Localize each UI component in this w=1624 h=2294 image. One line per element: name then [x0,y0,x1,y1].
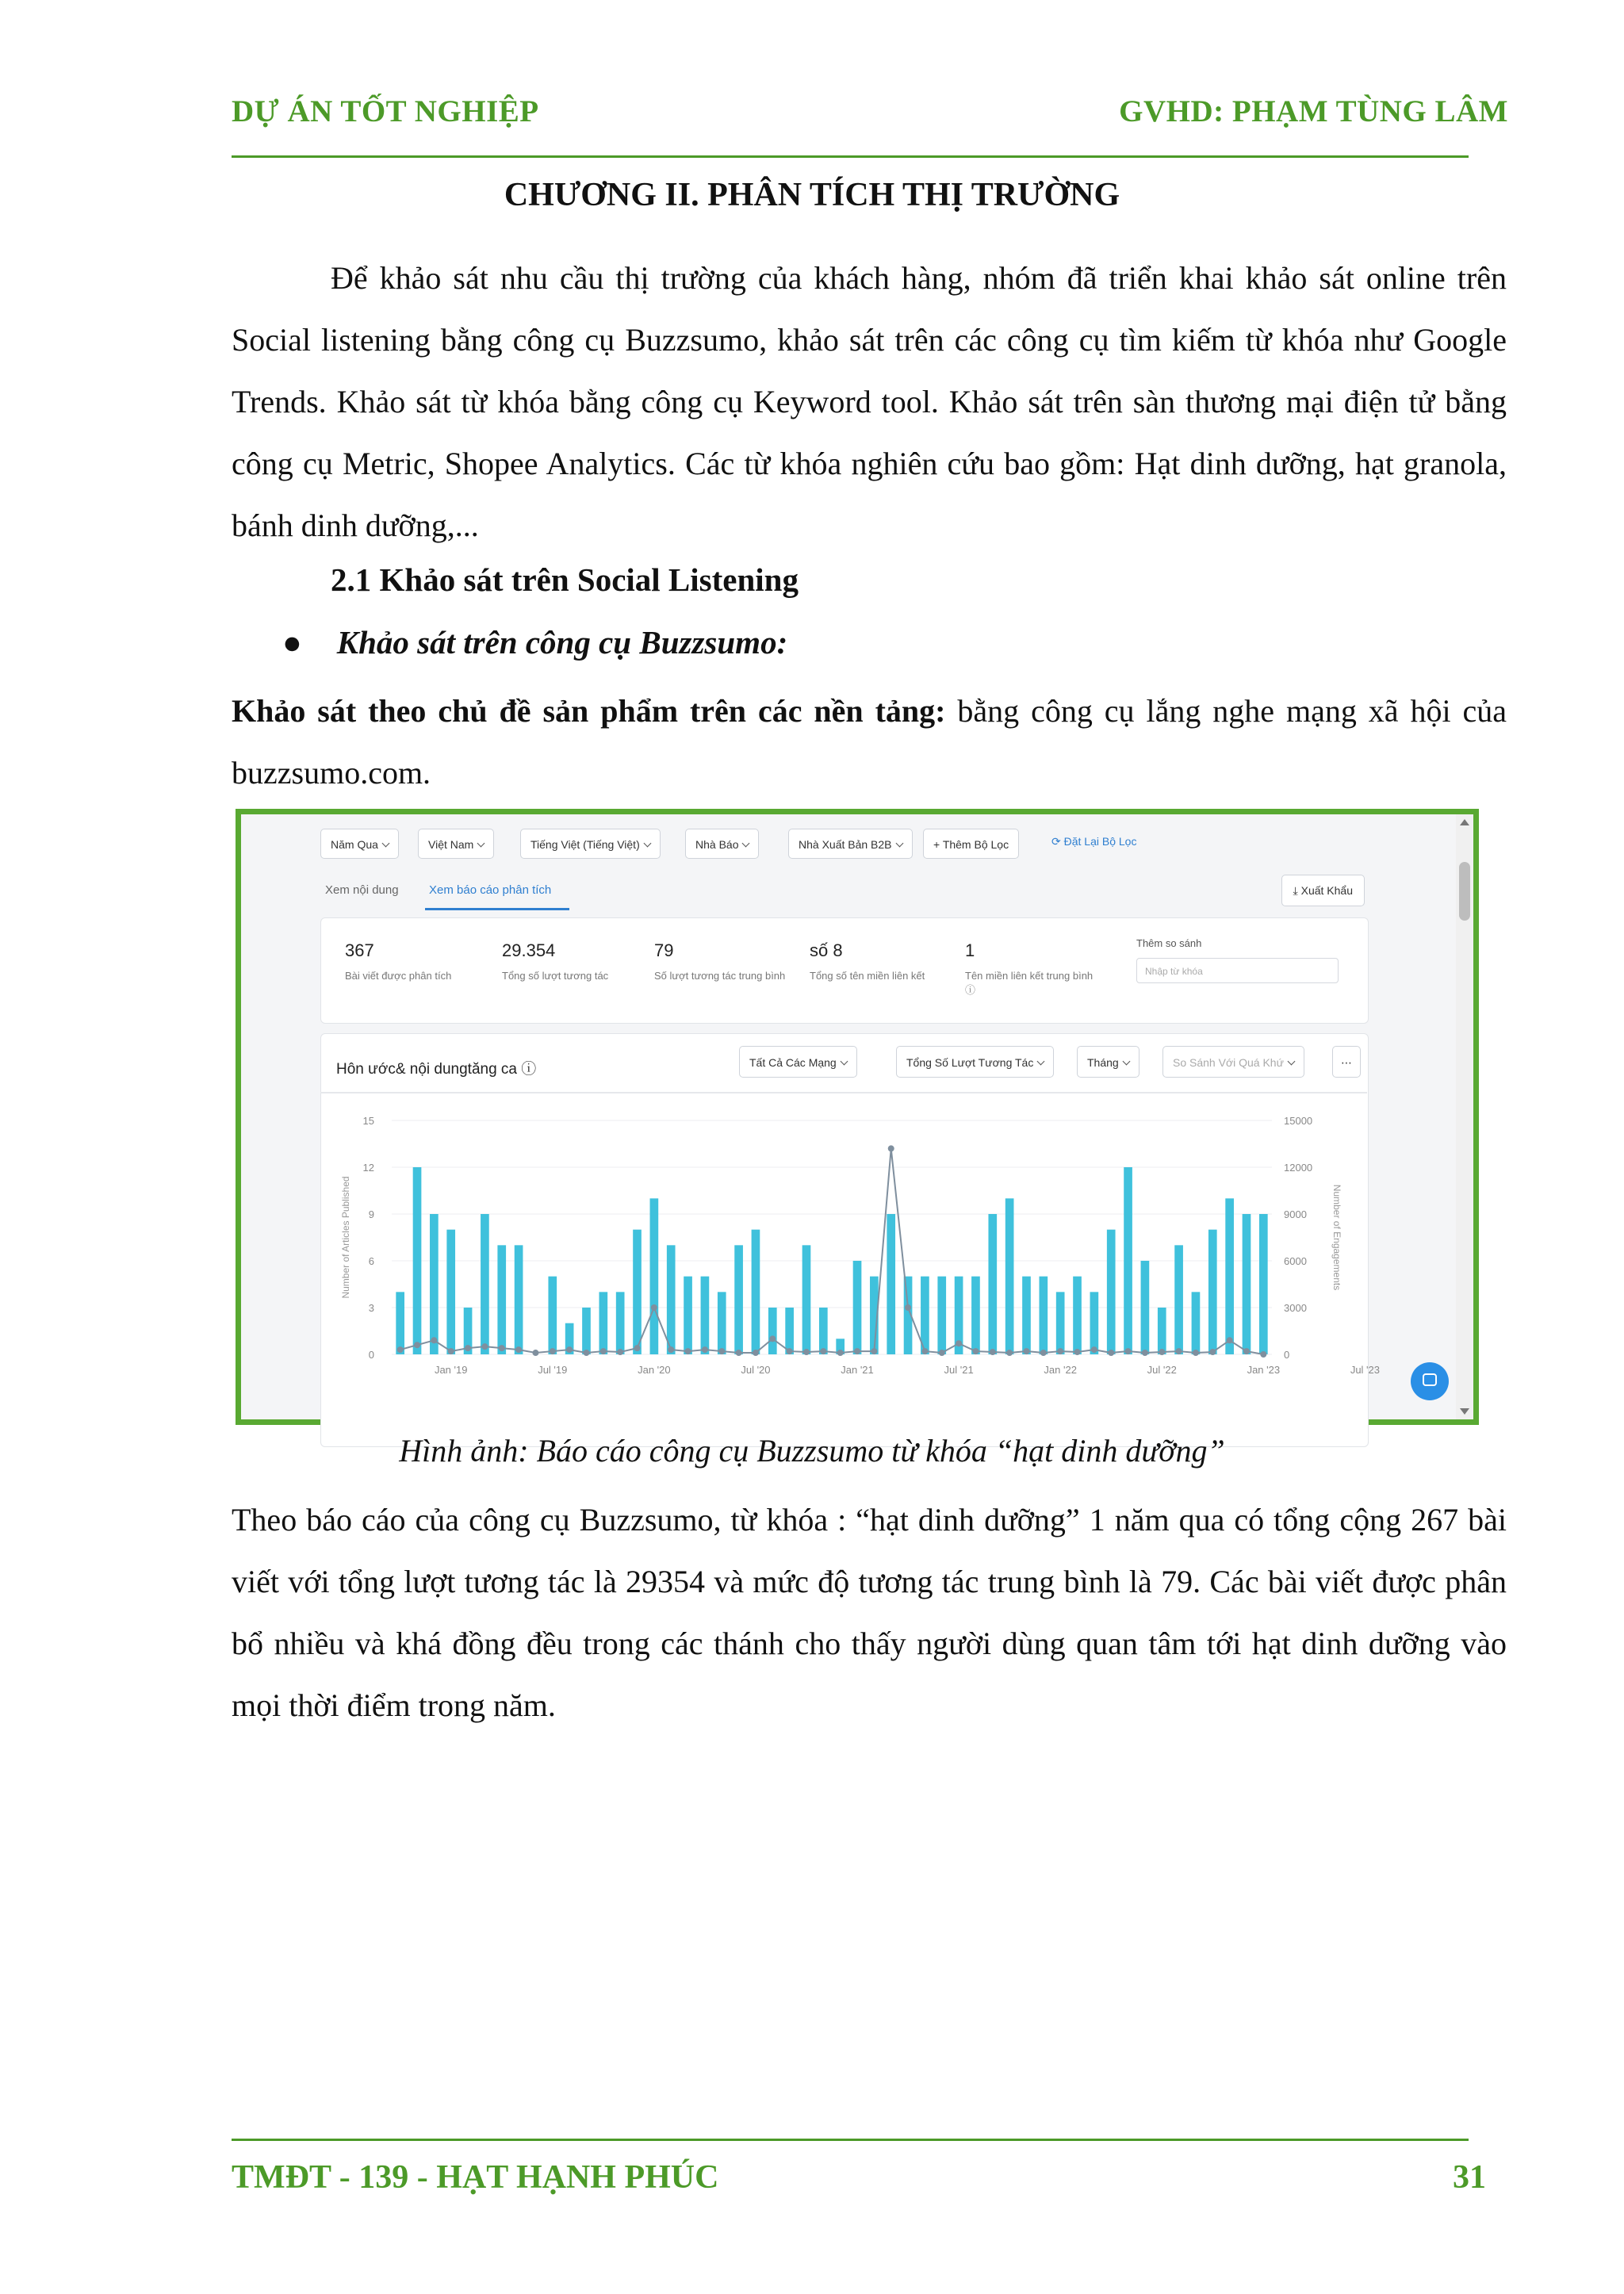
engagement-point [1243,1348,1250,1354]
engagement-point [888,1145,894,1151]
engagement-point [414,1342,420,1348]
export-label: Xuất Khẩu [1300,884,1353,897]
y2-tick-label: 12000 [1284,1162,1313,1174]
stat-avg-domains-label: Tên miền liên kết trung bình ⓘ [965,970,1094,996]
engagement-chart [320,1097,1380,1414]
reset-filter-label: Đặt Lại Bộ Lọc [1063,835,1137,848]
y-tick-label: 9 [368,1208,374,1220]
engagement-point [939,1350,945,1356]
bar [887,1214,895,1354]
engagement-point [921,1348,928,1354]
download-icon: ⤓ [1293,884,1301,897]
bar [1174,1245,1183,1354]
footer-rule [232,2139,1469,2141]
engagement-point [1091,1346,1097,1353]
bar [1225,1198,1234,1354]
stat-articles-value: 367 [345,940,374,960]
engagement-point [871,1348,877,1354]
bar [734,1245,743,1354]
y2-tick-label: 6000 [1284,1255,1307,1267]
bar [667,1245,676,1354]
compare-label: Thêm so sánh [1136,937,1202,949]
figure-caption: Hình ảnh: Báo cáo công cụ Buzzsumo từ khóa “hạt dinh dưỡng” [399,1433,1225,1469]
stat-articles-label: Bài viết được phân tích [345,970,452,982]
stat-domains-value: số 8 [810,940,843,960]
engagement-point [448,1348,454,1354]
x-tick-label: Jan '21 [841,1364,874,1376]
engagement-point [515,1346,522,1353]
engagement-point [583,1350,589,1356]
stat-avg-label: Số lượt tương tác trung bình [654,970,786,982]
engagement-point [431,1337,437,1343]
bar [988,1214,997,1354]
compare-past-label: So Sánh Với Quá Khứ [1173,1056,1284,1069]
metric-dropdown[interactable] [896,1046,1054,1078]
engagement-point [905,1304,911,1311]
tab-analysis[interactable]: Xem báo cáo phân tích [429,883,552,897]
bar [937,1277,946,1354]
footer-title: TMĐT - 139 - HẠT HẠNH PHÚC [232,2159,719,2196]
stat-avg-value: 79 [654,940,674,960]
engagement-point [1260,1351,1266,1358]
x-tick-label: Jan '22 [1044,1364,1077,1376]
engagement-point [702,1346,708,1353]
engagement-point [769,1335,776,1342]
stat-avg-domains-value: 1 [965,940,975,960]
engagement-point [803,1349,810,1355]
y2-tick-label: 15000 [1284,1115,1313,1127]
engagement-point [753,1350,759,1356]
chevron-down-icon [381,840,389,848]
x-tick-label: Jul '21 [944,1364,974,1376]
chapter-title: CHƯƠNG II. PHÂN TÍCH THỊ TRƯỜNG [504,177,1120,213]
engagement-point [1023,1348,1029,1354]
engagement-point [787,1348,793,1354]
bar [1056,1292,1065,1354]
add-filter-button[interactable]: + Thêm Bộ Lọc [923,829,1019,859]
chart-title: Hôn ước& nội dungtăng ca ⓘ [336,1061,537,1078]
filter-publisher-label: Nhà Xuất Bản B2B [799,838,892,851]
tab-underline [425,908,569,910]
engagement-point [718,1348,725,1354]
engagement-point [1193,1350,1199,1356]
bar [971,1277,980,1354]
bar [616,1292,625,1354]
survey-rest: bằng công cụ lắng nghe mạng xã hội của buzzsumo.com. [232,693,1507,791]
engagement-point [1006,1350,1013,1356]
engagement-point [1159,1349,1165,1355]
engagement-point [651,1304,657,1311]
engagement-point [465,1345,471,1351]
survey-paragraph [232,680,1507,804]
bullet-text: Khảo sát trên công cụ Buzzsumo: [336,624,788,661]
compare-input[interactable]: Nhập từ khóa [1136,958,1339,983]
bar [1243,1214,1251,1354]
period-dropdown-label: Tháng [1087,1056,1119,1069]
more-icon: ⋯ [1341,1056,1352,1069]
x-tick-label: Jan '20 [638,1364,671,1376]
more-options-button[interactable] [1332,1046,1361,1078]
y-tick-label: 6 [368,1255,374,1267]
x-tick-label: Jan '19 [434,1364,468,1376]
chevron-down-icon [1122,1058,1130,1066]
engagement-point [854,1348,860,1354]
chat-icon[interactable] [1411,1362,1449,1400]
chevron-down-icon [895,840,903,848]
stat-engagements-value: 29.354 [502,940,556,960]
engagement-point [972,1348,979,1354]
engagement-point [820,1348,826,1354]
y-axis-title: Number of Articles Published [340,1176,351,1299]
bullet-icon: ● [282,624,302,661]
bar [582,1308,591,1354]
engagement-point [550,1348,556,1354]
metric-dropdown-label: Tổng Số Lượt Tương Tác [906,1056,1034,1069]
stats-card [320,917,1369,1024]
compare-past-dropdown[interactable] [1162,1046,1304,1078]
survey-bold: Khảo sát theo chủ đề sản phẩm trên các nền tảng: [232,693,946,729]
bar [548,1277,557,1354]
engagement-point [1040,1350,1047,1356]
chevron-down-icon [1037,1058,1045,1066]
filter-language-label: Tiếng Việt (Tiếng Việt) [530,838,640,851]
header-left: DỰ ÁN TỐT NGHIỆP [232,94,539,128]
filter-country[interactable] [418,829,494,859]
y2-tick-label: 3000 [1284,1302,1307,1314]
x-tick-label: Jul '20 [741,1364,771,1376]
stat-engagements-label: Tổng số lượt tương tác [502,970,609,982]
bar [1073,1277,1082,1354]
engagement-point [600,1348,607,1354]
bar [497,1245,506,1354]
engagement-point [736,1350,742,1356]
bar [396,1292,404,1354]
engagement-point [1227,1337,1233,1343]
x-tick-label: Jul '23 [1350,1364,1380,1376]
bar [1090,1292,1099,1354]
bar [446,1230,455,1354]
refresh-icon: ⟳ [1051,835,1064,848]
filter-language[interactable] [520,829,661,859]
x-tick-label: Jan '23 [1247,1364,1281,1376]
chevron-down-icon [840,1058,848,1066]
bar [1022,1277,1031,1354]
chart-divider [320,1092,1367,1093]
reset-filter-link[interactable] [1051,835,1136,848]
bar [768,1308,777,1354]
export-button[interactable] [1281,875,1365,906]
bar [1141,1261,1150,1354]
bar [853,1261,862,1354]
bar [633,1230,642,1354]
engagement-point [668,1346,674,1353]
bar [650,1198,659,1354]
engagement-point [1125,1348,1132,1354]
bar [481,1214,489,1354]
network-dropdown-label: Tất Cả Các Mạng [749,1056,837,1069]
chevron-down-icon [1288,1058,1296,1066]
scroll-up-icon[interactable] [1460,819,1469,825]
bar [599,1292,607,1354]
bar [718,1292,726,1354]
bar [1192,1292,1201,1354]
result-paragraph: Theo báo cáo của công cụ Buzzsumo, từ khóa : “hạt dinh dưỡng” 1 năm qua có tổng cộng 267 bài viết với tổng lượt tương tác là 29354 và mức độ tương tác trung bình là 79. Các bài viết được phân bổ nhiều và khá đồng đều trong các thánh cho thấy người dùng quan tâm tới hạt dinh dưỡng vào mọi thời điểm trong năm. [232,1502,1507,1723]
scrollbar[interactable] [1456,814,1473,1419]
buzzsumo-screenshot [236,809,1479,1425]
engagement-point [617,1349,623,1355]
engagement-point [634,1345,641,1351]
filter-publisher[interactable] [788,829,913,859]
filter-journalist-label: Nhà Báo [695,838,739,851]
header-right: GVHD: PHẠM TÙNG LÂM [1119,94,1508,128]
bar [1107,1230,1116,1354]
filter-journalist[interactable] [685,829,759,859]
bar [1039,1277,1048,1354]
y2-axis-title: Number of Engagements [1331,1184,1342,1291]
filter-country-label: Việt Nam [428,838,474,851]
scroll-down-icon[interactable] [1460,1408,1469,1415]
engagement-point [1142,1350,1148,1356]
bar [1005,1198,1014,1354]
filter-year[interactable] [320,829,399,859]
engagement-point [1057,1348,1063,1354]
y2-tick-label: 9000 [1284,1208,1307,1220]
chevron-down-icon [742,840,750,848]
stat-domains-label: Tổng số tên miền liên kết [810,970,925,982]
engagement-point [837,1350,844,1356]
bar [1259,1214,1268,1354]
section-heading: 2.1 Khảo sát trên Social Listening [331,561,799,598]
bar [1124,1167,1132,1354]
y-tick-label: 15 [362,1115,374,1127]
engagement-point [1209,1349,1216,1355]
bar [819,1308,828,1354]
bar [430,1214,439,1354]
bar [515,1245,523,1354]
y-tick-label: 3 [368,1302,374,1314]
engagement-point [990,1349,996,1355]
engagement-point [956,1340,962,1346]
bar [1208,1230,1217,1354]
bar [1158,1308,1166,1354]
filter-year-label: Năm Qua [331,838,378,851]
tab-content[interactable]: Xem nội dung [325,883,399,897]
bar [752,1230,760,1354]
engagement-point [1176,1348,1182,1354]
header-rule [232,155,1469,158]
chevron-down-icon [477,840,485,848]
engagement-point [499,1345,505,1351]
engagement-point [397,1346,404,1353]
x-tick-label: Jul '19 [538,1364,568,1376]
intro-paragraph: Để khảo sát nhu cầu thị trường của khách hàng, nhóm đã triển khai khảo sát online trên Social listening bằng công cụ Buzzsumo, khảo sát trên các công cụ tìm kiếm từ khóa như Google Trends. Khảo sát từ khóa bằng công cụ Keyword tool. Khảo sát trên sàn thương mại điện tử bằng công cụ Metric, Shopee Analytics. Các từ khóa nghiên cứu bao gồm: Hạt dinh dưỡng, hạt granola, bánh dinh dưỡng,... [232,260,1507,543]
scroll-thumb[interactable] [1459,862,1470,921]
engagement-point [481,1343,488,1350]
engagement-point [566,1346,573,1353]
bar [802,1245,811,1354]
network-dropdown[interactable] [739,1046,857,1078]
x-tick-label: Jul '22 [1147,1364,1177,1376]
engagement-line [400,1148,1264,1354]
y2-tick-label: 0 [1284,1349,1290,1361]
bar [785,1308,794,1354]
period-dropdown[interactable] [1077,1046,1139,1078]
engagement-point [685,1348,691,1354]
engagement-point [532,1350,538,1356]
bar [684,1277,692,1354]
engagement-point [1108,1350,1114,1356]
page-number: 31 [1453,2159,1486,2196]
bullet-item [282,623,787,661]
engagement-point [1074,1349,1081,1355]
bar [701,1277,710,1354]
bar [413,1167,422,1354]
chevron-down-icon [643,840,651,848]
y-tick-label: 12 [362,1162,374,1174]
y-tick-label: 0 [368,1349,374,1361]
